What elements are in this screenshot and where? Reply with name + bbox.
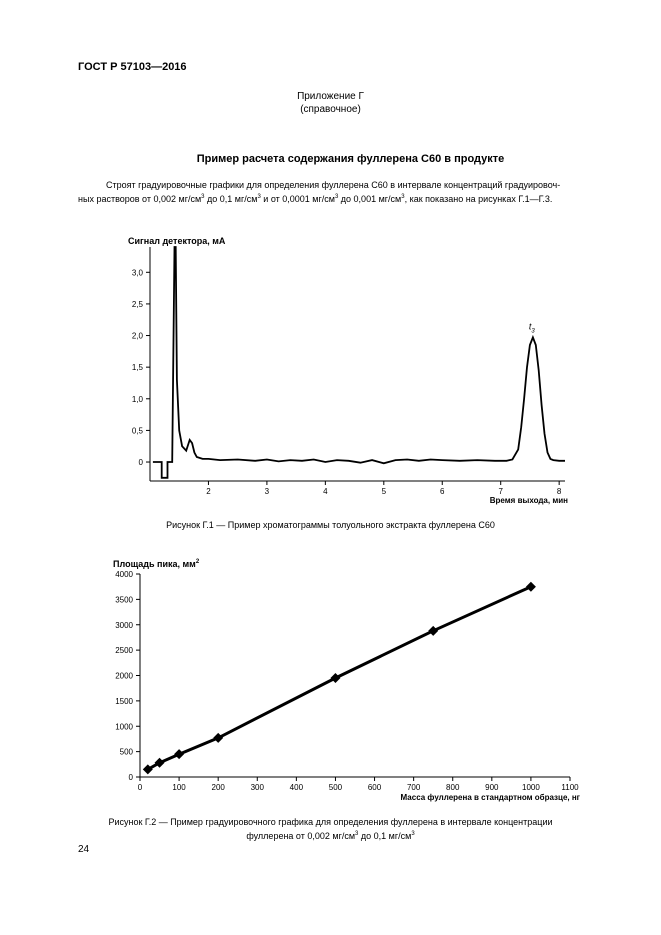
superscript: 3 [355,831,359,837]
y-tick-label: 1,0 [131,394,143,404]
x-tick-label: 3 [264,487,270,496]
peak-label-subscript: 3 [531,328,535,335]
superscript: 3 [411,831,415,837]
y-tick-label: 1,5 [131,363,143,373]
calibration-point-marker [330,673,340,683]
appendix-title: Приложение Г [297,91,364,102]
y-tick-label: 3500 [115,595,133,605]
superscript: 3 [334,194,339,200]
x-tick-label: 7 [498,487,503,496]
x-tick-label: 400 [289,783,304,792]
chromatogram-chart [0,225,661,515]
y-tick-label: 500 [119,747,133,757]
caption-text: фуллерена от 0,002 мг/см [246,831,356,841]
x-tick-label: 500 [328,783,343,792]
calibration-ylabel [113,559,200,569]
page-number: 24 [78,844,90,855]
caption-text: до 0,1 мг/см [358,831,412,841]
x-tick-label: 300 [250,783,264,792]
x-tick-label: 0 [137,783,143,792]
y-tick-label: 1500 [115,696,133,706]
x-tick-label: 200 [211,783,225,792]
y-tick-label: 0 [128,773,133,782]
x-tick-label: 1100 [561,783,579,792]
figure2-caption-line-1: Рисунок Г.2 — Пример градуировочного графика для определения фуллерена в интервале концентрации [108,817,553,827]
chromatogram-xlabel: Время выхода, мин [489,496,568,505]
x-tick-label: 4 [323,487,328,496]
y-tick-label: 0 [138,458,143,468]
figure2-caption [0,816,661,842]
x-tick-label: 900 [485,783,499,792]
calibration-axes [115,570,579,792]
x-tick-label: 2 [206,487,211,496]
paragraph-line-1: Строят градуировочные графики для определения фуллерена С60 в интервале концентраций градуировоч- [106,180,561,190]
figure1-caption: Рисунок Г.1 — Пример хроматограммы толуольного экстракта фуллерена С60 [166,520,495,530]
paragraph-text: до 0,001 мг/см [338,194,402,204]
body-paragraph [78,179,618,205]
calibration-point-marker [213,733,223,743]
x-tick-label: 6 [440,487,445,496]
y-tick-label: 2500 [115,646,133,656]
figure2-caption-line-2 [0,828,661,842]
y-tick-label: 2,0 [131,331,143,341]
paragraph-text: ных растворов от 0,002 мг/см [78,194,202,204]
chromatogram-axes [132,247,565,496]
paragraph-text: и от 0,0001 мг/см [260,194,335,204]
superscript: 3 [201,194,205,200]
superscript: 3 [401,194,405,200]
calibration-chart [0,552,661,807]
y-tick-label: 0,5 [131,426,143,436]
x-tick-label: 5 [381,487,387,496]
paragraph-text: до 0,1 мг/см [204,194,258,204]
y-tick-label: 2000 [115,671,133,681]
y-tick-label: 3,0 [131,268,143,278]
document-header: ГОСТ Р 57103—2016 [78,61,187,73]
calibration-point-marker [526,582,536,592]
x-tick-label: 1000 [522,783,540,792]
chromatogram-series-line [153,247,565,478]
superscript: 3 [257,194,261,200]
x-tick-label: 100 [172,783,186,792]
y-tick-label: 3000 [115,620,133,630]
appendix-note: (справочное) [300,104,361,115]
calibration-plot [143,582,536,775]
paragraph-text: , как показано на рисунках Г.1—Г.3. [404,194,553,204]
y-tick-label: 2,5 [131,299,143,309]
y-tick-label: 4000 [115,570,133,579]
calibration-point-marker [428,626,438,636]
chromatogram-plot [153,247,565,478]
calibration-ylabel-text: Площадь пика, мм [113,559,196,569]
section-title: Пример расчета содержания фуллерена С60 в продукте [196,153,505,165]
paragraph-line-2 [78,191,618,205]
chromatogram-ylabel: Сигнал детектора, мА [128,236,226,246]
y-tick-label: 1000 [115,722,133,732]
peak-label [529,322,536,335]
x-tick-label: 600 [367,783,382,792]
x-tick-label: 700 [406,783,421,792]
x-tick-label: 800 [446,783,460,792]
calibration-point-marker [174,749,184,759]
calibration-xlabel: Масса фуллерена в стандартном образце, нг [400,793,580,802]
x-tick-label: 8 [556,487,562,496]
calibration-ylabel-sup: 2 [195,559,200,565]
peak-label-letter: t [528,321,532,332]
